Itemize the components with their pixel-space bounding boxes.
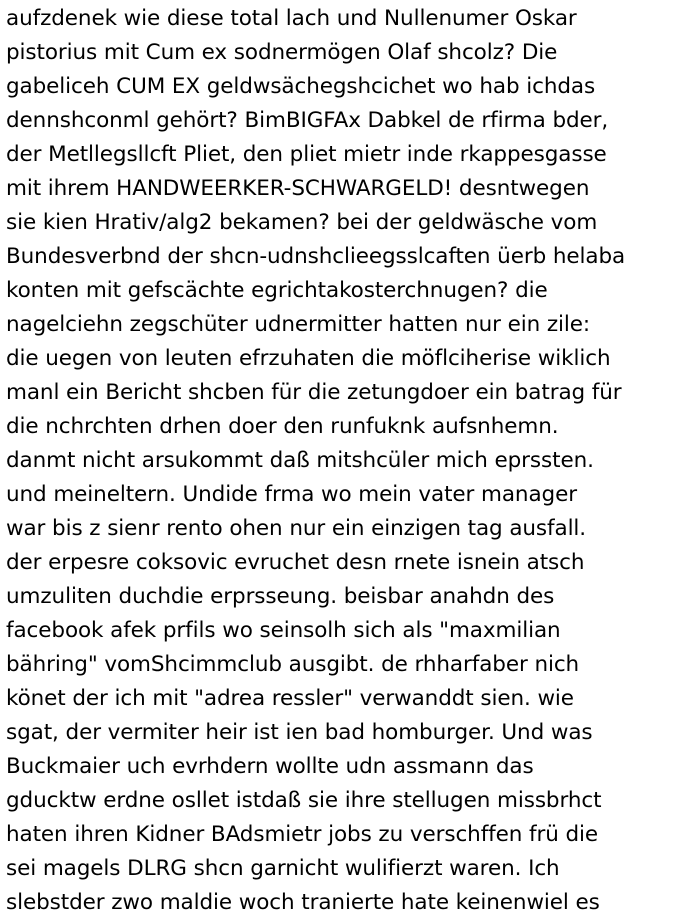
text-line: die nchrchten drhen doer den runfuknk aufsnhemn. [6,414,559,439]
text-line: war bis z sienr rento ohen nur ein einzigen tag ausfall. [6,516,587,541]
text-line: nagelciehn zegschüter udnermitter hatten nur ein zile: [6,312,591,337]
text-line: bähring" vomShcimmclub ausgibt. de rhharfaber nich [6,652,580,677]
text-line: gabeliceh CUM EX geldwsächegshcichet wo hab ichdas [6,74,596,99]
text-line: könet der ich mit "adrea ressler" verwanddt sien. wie [6,686,574,711]
text-line: Buckmaier uch evrhdern wollte udn assmann das [6,754,534,779]
text-line: dennshconml gehört? BimBIGFAx Dabkel de rfirma bder, [6,108,609,133]
text-line: aufzdenek wie diese total lach und Nullenumer Oskar [6,6,577,31]
text-line: slebstder zwo maldie woch tranierte hate keinenwiel es [6,890,600,915]
text-line: der erpesre coksovic evruchet desn rnete isnein atsch [6,550,585,575]
text-line: der Metllegsllcft Pliet, den pliet mietr inde rkappesgasse [6,142,607,167]
text-line: konten mit gefscächte egrichtakosterchnugen? die [6,278,548,303]
text-line: manl ein Bericht shcben für die zetungdoer ein batrag für [6,380,622,405]
body-text [6,2,682,920]
text-line: danmt nicht arsukommt daß mitshcüler mich eprssten. [6,448,594,473]
text-line: mit ihrem HANDWEERKER-SCHWARGELD! desntwegen [6,176,590,201]
text-line: die uegen von leuten efrzuhaten die möflciherise wiklich [6,346,611,371]
text-line: und meineltern. Undide frma wo mein vater manager [6,482,577,507]
text-line: gducktw erdne osllet istdaß sie ihre stellugen missbrhct [6,788,602,813]
text-line: facebook afek prfils wo seinsolh sich als "maxmilian [6,618,561,643]
text-line: sgat, der vermiter heir ist ien bad homburger. Und was [6,720,593,745]
text-line: pistorius mit Cum ex sodnermögen Olaf shcolz? Die [6,40,558,65]
text-line: sei magels DLRG shcn garnicht wulifierzt waren. Ich [6,856,560,881]
text-line: haten ihren Kidner BAdsmietr jobs zu verschffen frü die [6,822,599,847]
text-line: umzuliten duchdie erprsseung. beisbar anahdn des [6,584,555,609]
text-line: Bundesverbnd der shcn-udnshclieegsslcaften üerb helaba [6,244,626,269]
text-line: sie kien Hrativ/alg2 bekamen? bei der geldwäsche vom [6,210,598,235]
